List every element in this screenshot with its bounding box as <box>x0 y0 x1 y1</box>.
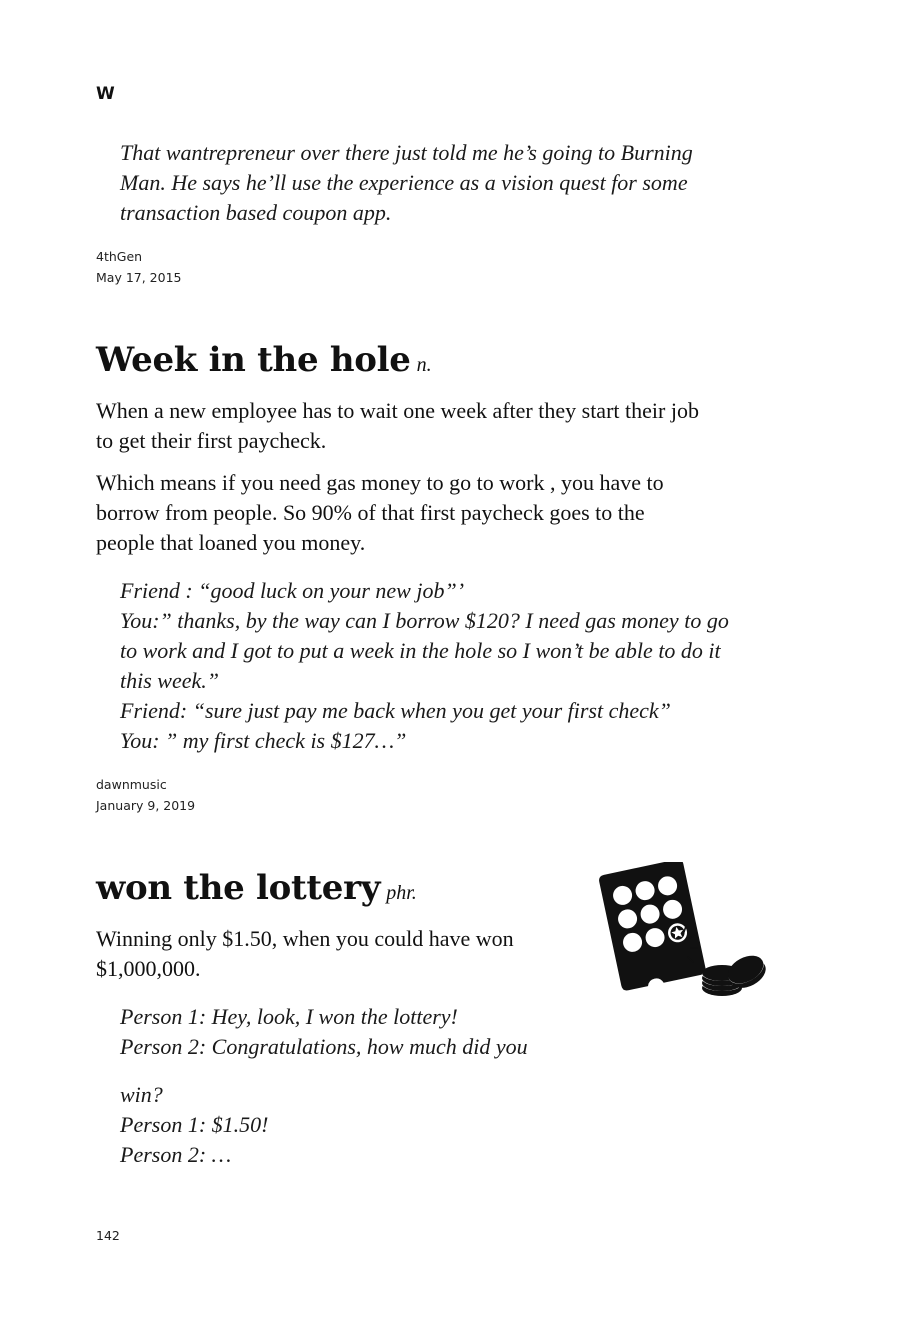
entry-attribution <box>96 774 195 816</box>
definition-paragraph <box>96 396 699 456</box>
section-letter: W <box>96 84 115 104</box>
example-line: Man. He says he’ll use the experience as a vision quest for some <box>120 170 688 195</box>
example-quote <box>120 138 693 228</box>
entry-attribution <box>96 246 181 288</box>
definition-line: When a new employee has to wait one week after they start their job <box>96 398 699 423</box>
lottery-ticket-icon <box>598 862 707 992</box>
example-line: Friend : “good luck on your new job”’ <box>120 578 465 603</box>
example-quote <box>120 576 729 756</box>
example-line: this week.” <box>120 668 219 693</box>
definition-paragraph <box>96 924 514 984</box>
page-number: 142 <box>96 1228 120 1243</box>
example-line: Person 2: Congratulations, how much did you <box>120 1034 528 1059</box>
date: January 9, 2019 <box>96 798 196 813</box>
author: 4thGen <box>96 249 143 264</box>
example-line: You:” thanks, by the way can I borrow $120? I need gas money to go <box>120 608 729 633</box>
example-line: That wantrepreneur over there just told me he’s going to Burning <box>120 140 693 165</box>
example-line: Person 1: Hey, look, I won the lottery! <box>120 1004 458 1029</box>
example-quote-continued <box>120 1080 268 1170</box>
definition-line: to get their first paycheck. <box>96 428 327 453</box>
example-line: Person 2: … <box>120 1142 232 1167</box>
part-of-speech: n. <box>416 354 432 376</box>
definition-line: Winning only $1.50, when you could have won <box>96 926 514 951</box>
example-quote <box>120 1002 528 1062</box>
definition-paragraph <box>96 468 664 558</box>
example-line: Friend: “sure just pay me back when you get your first check” <box>120 698 671 723</box>
headword-text: won the lottery <box>96 868 381 908</box>
example-line: You: ” my first check is $127…” <box>120 728 407 753</box>
example-line: transaction based coupon app. <box>120 200 392 225</box>
example-line: to work and I got to put a week in the hole so I won’t be able to do it <box>120 638 721 663</box>
date: May 17, 2015 <box>96 270 182 285</box>
definition-line: borrow from people. So 90% of that first paycheck goes to the <box>96 500 645 525</box>
lottery-ticket-and-coins-icon <box>594 862 770 1002</box>
entry-headword <box>96 868 417 913</box>
example-line: win? <box>120 1082 163 1107</box>
headword-text: Week in the hole <box>96 340 411 380</box>
part-of-speech: phr. <box>386 882 417 904</box>
entry-headword <box>96 340 432 385</box>
example-line: Person 1: $1.50! <box>120 1112 269 1137</box>
coins-stack-icon <box>702 950 770 996</box>
definition-line: Which means if you need gas money to go to work , you have to <box>96 470 664 495</box>
definition-line: $1,000,000. <box>96 956 201 981</box>
author: dawnmusic <box>96 777 167 792</box>
definition-line: people that loaned you money. <box>96 530 366 555</box>
